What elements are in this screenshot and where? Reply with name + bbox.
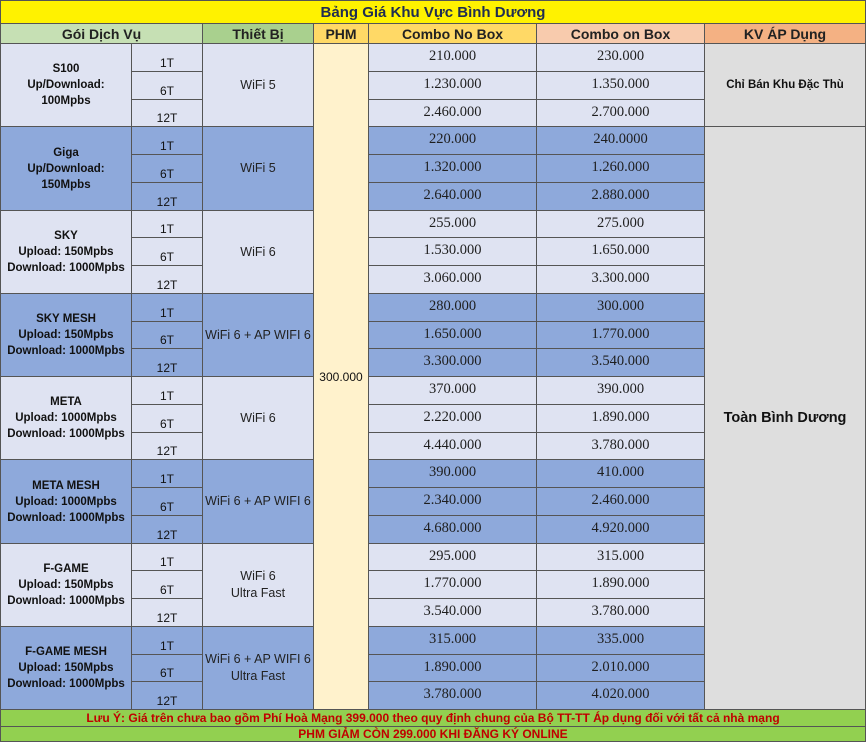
device-line: WiFi 6 + AP WIFI 6	[205, 494, 311, 508]
price-combo-no-box: 370.000	[369, 377, 537, 405]
device-line: WiFi 6	[240, 410, 276, 425]
price-combo-on-box: 300.000	[537, 294, 705, 322]
term-cell: 1T	[132, 44, 203, 72]
price-combo-on-box: 240.0000	[537, 127, 705, 155]
term-cell: 12T	[132, 266, 203, 294]
header-area: KV ÁP Dụng	[705, 24, 866, 44]
header-package: Gói Dịch Vụ	[0, 24, 203, 44]
price-combo-no-box: 210.000	[369, 44, 537, 72]
price-combo-no-box: 2.220.000	[369, 405, 537, 433]
term-cell: 6T	[132, 405, 203, 433]
term-cell: 6T	[132, 322, 203, 349]
device-cell	[203, 44, 314, 127]
term-cell: 12T	[132, 682, 203, 710]
term-cell: 12T	[132, 349, 203, 377]
package-name-line: SKY	[54, 230, 78, 242]
package-name	[0, 127, 132, 211]
price-combo-no-box: 280.000	[369, 294, 537, 322]
price-combo-on-box: 335.000	[537, 627, 705, 655]
device-cell	[203, 127, 314, 211]
header-phm: PHM	[314, 24, 369, 44]
price-combo-on-box: 1.770.000	[537, 322, 705, 349]
term-cell: 1T	[132, 544, 203, 571]
price-combo-on-box: 390.000	[537, 377, 705, 405]
device-line: Ultra Fast	[230, 669, 286, 683]
term-cell: 6T	[132, 72, 203, 100]
footer-note: Lưu Ý: Giá trên chưa bao gồm Phí Hoà Mạng 399.000 theo quy định chung của Bộ TT-TT Áp dụng đối với tất cả nhà mạng	[0, 710, 866, 727]
term-cell: 1T	[132, 127, 203, 155]
price-combo-no-box: 3.300.000	[369, 349, 537, 377]
package-name	[0, 44, 132, 127]
price-combo-no-box: 4.680.000	[369, 516, 537, 544]
price-combo-no-box: 1.230.000	[369, 72, 537, 100]
price-combo-no-box: 1.650.000	[369, 322, 537, 349]
package-name-line: Download: 1000Mpbs	[7, 262, 125, 274]
price-combo-no-box: 390.000	[369, 460, 537, 488]
price-combo-on-box: 1.890.000	[537, 405, 705, 433]
package-name	[0, 460, 132, 544]
package-name	[0, 377, 132, 460]
header-combo-no-box: Combo No Box	[369, 24, 537, 44]
package-name-line: SKY MESH	[36, 313, 96, 325]
price-combo-no-box: 2.340.000	[369, 488, 537, 516]
package-name-line: Upload: 150Mpbs	[18, 246, 114, 258]
package-name-line: Download: 1000Mpbs	[7, 595, 125, 607]
price-combo-no-box: 3.540.000	[369, 599, 537, 627]
price-combo-no-box: 295.000	[369, 544, 537, 571]
price-combo-on-box: 230.000	[537, 44, 705, 72]
package-name	[0, 627, 132, 710]
price-combo-no-box: 2.460.000	[369, 100, 537, 127]
price-combo-on-box: 410.000	[537, 460, 705, 488]
term-cell: 1T	[132, 377, 203, 405]
table-title: Bảng Giá Khu Vực Bình Dương	[0, 0, 866, 24]
price-combo-on-box: 1.890.000	[537, 571, 705, 599]
package-name	[0, 544, 132, 627]
price-combo-no-box: 3.060.000	[369, 266, 537, 294]
price-combo-on-box: 2.460.000	[537, 488, 705, 516]
term-cell: 6T	[132, 238, 203, 266]
package-name-line: Upload: 150Mpbs	[18, 579, 114, 591]
device-line: WiFi 6 + AP WIFI 6	[205, 652, 311, 666]
price-combo-no-box: 315.000	[369, 627, 537, 655]
device-cell	[203, 460, 314, 544]
package-name-line: F-GAME MESH	[25, 646, 107, 658]
area-special: Chỉ Bán Khu Đặc Thù	[705, 44, 866, 127]
package-name-line: META	[50, 396, 82, 408]
price-combo-no-box: 1.890.000	[369, 655, 537, 682]
term-cell: 1T	[132, 627, 203, 655]
device-cell	[203, 294, 314, 377]
price-combo-no-box: 1.770.000	[369, 571, 537, 599]
package-name-line: S100	[52, 63, 80, 75]
price-combo-on-box: 1.260.000	[537, 155, 705, 183]
price-combo-on-box: 3.540.000	[537, 349, 705, 377]
price-combo-on-box: 315.000	[537, 544, 705, 571]
package-name-line: Download: 1000Mpbs	[7, 345, 125, 357]
term-cell: 6T	[132, 655, 203, 682]
term-cell: 6T	[132, 571, 203, 599]
header-device: Thiết Bị	[203, 24, 314, 44]
price-combo-no-box: 4.440.000	[369, 433, 537, 460]
phm-value: 300.000	[314, 44, 369, 710]
device-cell	[203, 544, 314, 627]
package-name-line: Upload: 150Mpbs	[18, 329, 114, 341]
term-cell: 12T	[132, 599, 203, 627]
term-cell: 12T	[132, 183, 203, 211]
price-combo-on-box: 3.300.000	[537, 266, 705, 294]
package-name-line: 150Mpbs	[41, 178, 91, 191]
device-line: Ultra Fast	[230, 586, 286, 600]
device-cell	[203, 627, 314, 710]
term-cell: 6T	[132, 155, 203, 183]
package-name-line: F-GAME	[43, 563, 89, 575]
package-name-line: Upload: 150Mpbs	[18, 662, 114, 674]
footer-promo: PHM GIẢM CÒN 299.000 KHI ĐĂNG KÝ ONLINE	[0, 727, 866, 742]
package-name-line: Download: 1000Mpbs	[7, 678, 125, 690]
package-name-line: META MESH	[32, 479, 100, 492]
price-combo-on-box: 1.350.000	[537, 72, 705, 100]
price-combo-on-box: 3.780.000	[537, 599, 705, 627]
device-line: WiFi 6	[240, 244, 276, 259]
price-combo-on-box: 3.780.000	[537, 433, 705, 460]
term-cell: 12T	[132, 433, 203, 460]
package-name-line: Up/Download:	[27, 79, 105, 91]
term-cell: 12T	[132, 100, 203, 127]
price-combo-on-box: 2.880.000	[537, 183, 705, 211]
price-combo-on-box: 1.650.000	[537, 238, 705, 266]
package-name	[0, 211, 132, 294]
area-all: Toàn Bình Dương	[705, 127, 866, 710]
package-name-line: Upload: 1000Mpbs	[15, 495, 117, 508]
price-combo-no-box: 2.640.000	[369, 183, 537, 211]
term-cell: 6T	[132, 488, 203, 516]
price-combo-no-box: 1.320.000	[369, 155, 537, 183]
device-cell	[203, 211, 314, 294]
device-line: WiFi 5	[240, 161, 276, 175]
device-line: WiFi 6 + AP WIFI 6	[205, 327, 311, 342]
price-combo-on-box: 4.920.000	[537, 516, 705, 544]
header-combo-on-box: Combo on Box	[537, 24, 705, 44]
package-name-line: Download: 1000Mpbs	[7, 428, 125, 440]
term-cell: 12T	[132, 516, 203, 544]
term-cell: 1T	[132, 211, 203, 238]
device-cell	[203, 377, 314, 460]
price-combo-on-box: 2.010.000	[537, 655, 705, 682]
term-cell: 1T	[132, 294, 203, 322]
package-name-line: Upload: 1000Mpbs	[15, 412, 117, 424]
term-cell: 1T	[132, 460, 203, 488]
price-combo-on-box: 2.700.000	[537, 100, 705, 127]
package-name	[0, 294, 132, 377]
package-name-line: 100Mpbs	[41, 95, 91, 107]
price-combo-no-box: 220.000	[369, 127, 537, 155]
package-name-line: Download: 1000Mpbs	[7, 511, 125, 524]
price-combo-no-box: 1.530.000	[369, 238, 537, 266]
price-combo-on-box: 4.020.000	[537, 682, 705, 710]
device-line: WiFi 6	[240, 569, 276, 583]
package-name-line: Up/Download:	[27, 162, 105, 175]
package-name-line: Giga	[53, 146, 79, 159]
price-combo-no-box: 3.780.000	[369, 682, 537, 710]
price-combo-on-box: 275.000	[537, 211, 705, 238]
price-combo-no-box: 255.000	[369, 211, 537, 238]
device-line: WiFi 5	[240, 77, 276, 92]
